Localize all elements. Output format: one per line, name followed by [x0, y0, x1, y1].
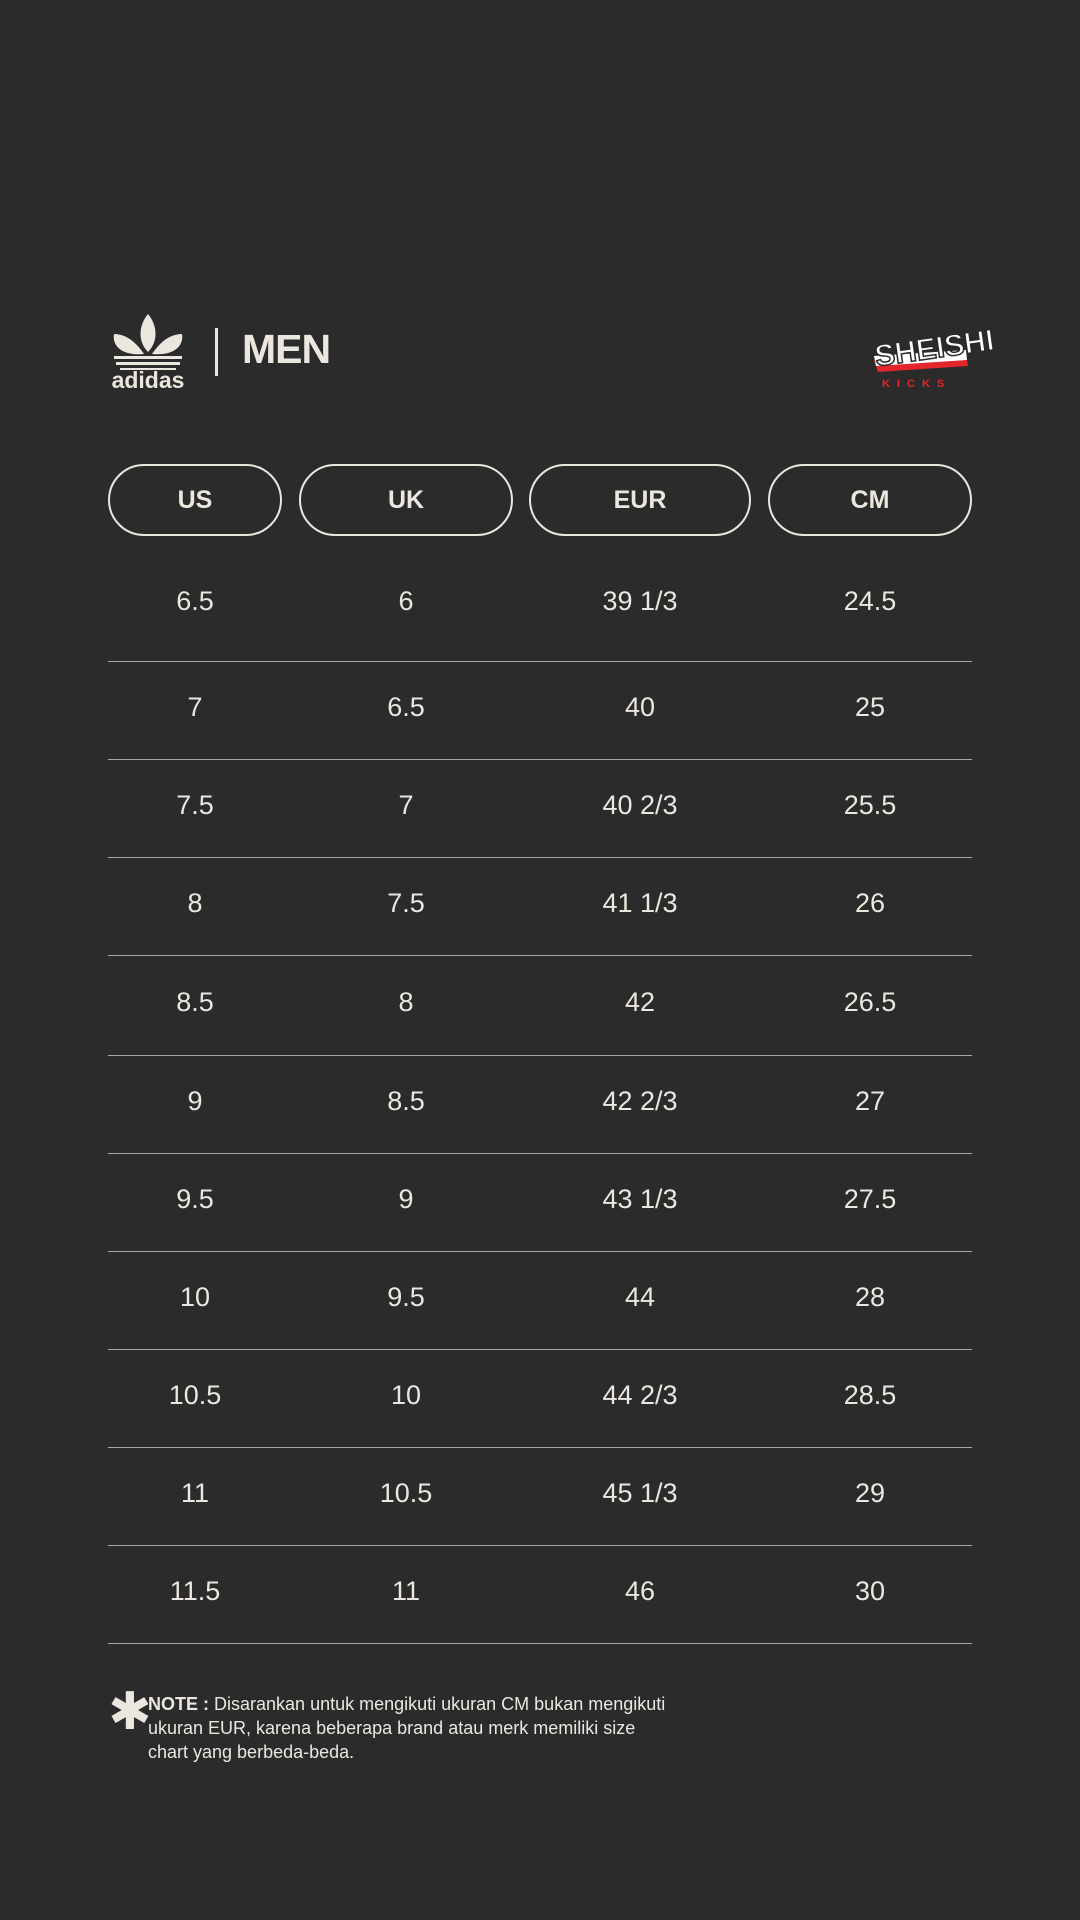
- note-text: [148, 1692, 668, 1764]
- adidas-wordmark: adidas: [111, 367, 185, 393]
- note-body: Disarankan untuk mengikuti ukuran CM bukan mengikuti ukuran EUR, karena beberapa brand atau merk memiliki size chart yang berbeda-beda.: [148, 1694, 666, 1762]
- cell-uk: 10: [390, 1380, 422, 1410]
- cell-cm: 27.5: [843, 1184, 897, 1214]
- size-table: [108, 564, 972, 1644]
- table-row: [108, 1350, 972, 1448]
- cell-eur: 39 1/3: [602, 586, 678, 616]
- asterisk-icon: ✱: [108, 1682, 152, 1742]
- table-row: [108, 564, 972, 662]
- cell-uk: 9: [398, 1184, 414, 1214]
- cell-us: 8: [187, 888, 203, 918]
- cell-uk: 8: [398, 987, 414, 1017]
- cell-cm: 25.5: [843, 790, 897, 820]
- cell-cm: 29: [854, 1478, 886, 1508]
- adidas-logo: [108, 312, 188, 393]
- table-row: [108, 858, 972, 956]
- cell-uk: 6: [398, 586, 414, 616]
- cell-cm: 28: [854, 1282, 886, 1312]
- column-header-cm: CM: [768, 464, 972, 536]
- cell-uk: 7: [398, 790, 414, 820]
- table-row: [108, 662, 972, 760]
- cell-eur: 42 2/3: [602, 1086, 678, 1116]
- cell-eur: 42: [624, 987, 656, 1017]
- shop-logo-subtext: KICKS: [882, 378, 952, 390]
- cell-cm: 26: [854, 888, 886, 918]
- cell-eur: 44: [624, 1282, 656, 1312]
- adidas-trefoil-icon: [108, 312, 188, 393]
- cell-uk: 11: [391, 1576, 421, 1606]
- cell-us: 6.5: [176, 586, 214, 616]
- cell-uk: 6.5: [387, 692, 425, 722]
- cell-uk: 10.5: [379, 1478, 433, 1508]
- table-row: [108, 1252, 972, 1350]
- column-headers: [108, 464, 972, 536]
- cell-us: 11.5: [169, 1576, 221, 1606]
- cell-cm: 26.5: [843, 987, 897, 1017]
- sheishi-kicks-logo: [870, 316, 997, 392]
- cell-cm: 27: [854, 1086, 886, 1116]
- table-row: [108, 1546, 972, 1644]
- column-header-uk: UK: [299, 464, 513, 536]
- cell-eur: 41 1/3: [602, 888, 678, 918]
- cell-eur: 45 1/3: [602, 1478, 678, 1508]
- cell-us: 7.5: [176, 790, 214, 820]
- column-header-us: US: [108, 464, 282, 536]
- table-row: [108, 760, 972, 858]
- column-header-eur: EUR: [529, 464, 751, 536]
- cell-uk: 8.5: [387, 1086, 425, 1116]
- cell-uk: 7.5: [387, 888, 425, 918]
- table-row: [108, 1056, 972, 1154]
- cell-us: 9.5: [176, 1184, 214, 1214]
- table-row: [108, 1448, 972, 1546]
- cell-eur: 44 2/3: [602, 1380, 678, 1410]
- cell-uk: 9.5: [387, 1282, 425, 1312]
- cell-eur: 43 1/3: [602, 1184, 678, 1214]
- cell-cm: 25: [854, 692, 886, 722]
- table-row: [108, 956, 972, 1056]
- cell-us: 7: [187, 692, 203, 722]
- cell-eur: 40 2/3: [602, 790, 678, 820]
- cell-us: 8.5: [176, 987, 214, 1017]
- cell-eur: 46: [624, 1576, 656, 1606]
- cell-us: 10.5: [168, 1380, 222, 1410]
- cell-cm: 30: [854, 1576, 886, 1606]
- cell-eur: 40: [624, 692, 656, 722]
- page-title: MEN: [242, 326, 331, 372]
- table-row: [108, 1154, 972, 1252]
- header: [108, 312, 997, 394]
- header-divider: [215, 328, 218, 376]
- shop-logo-text: SHEISHI: [872, 323, 997, 374]
- cell-us: 11: [180, 1478, 210, 1508]
- note-label: NOTE :: [148, 1694, 209, 1714]
- cell-us: 10: [179, 1282, 211, 1312]
- cell-cm: 24.5: [843, 586, 897, 616]
- cell-cm: 28.5: [843, 1380, 897, 1410]
- cell-us: 9: [187, 1086, 203, 1116]
